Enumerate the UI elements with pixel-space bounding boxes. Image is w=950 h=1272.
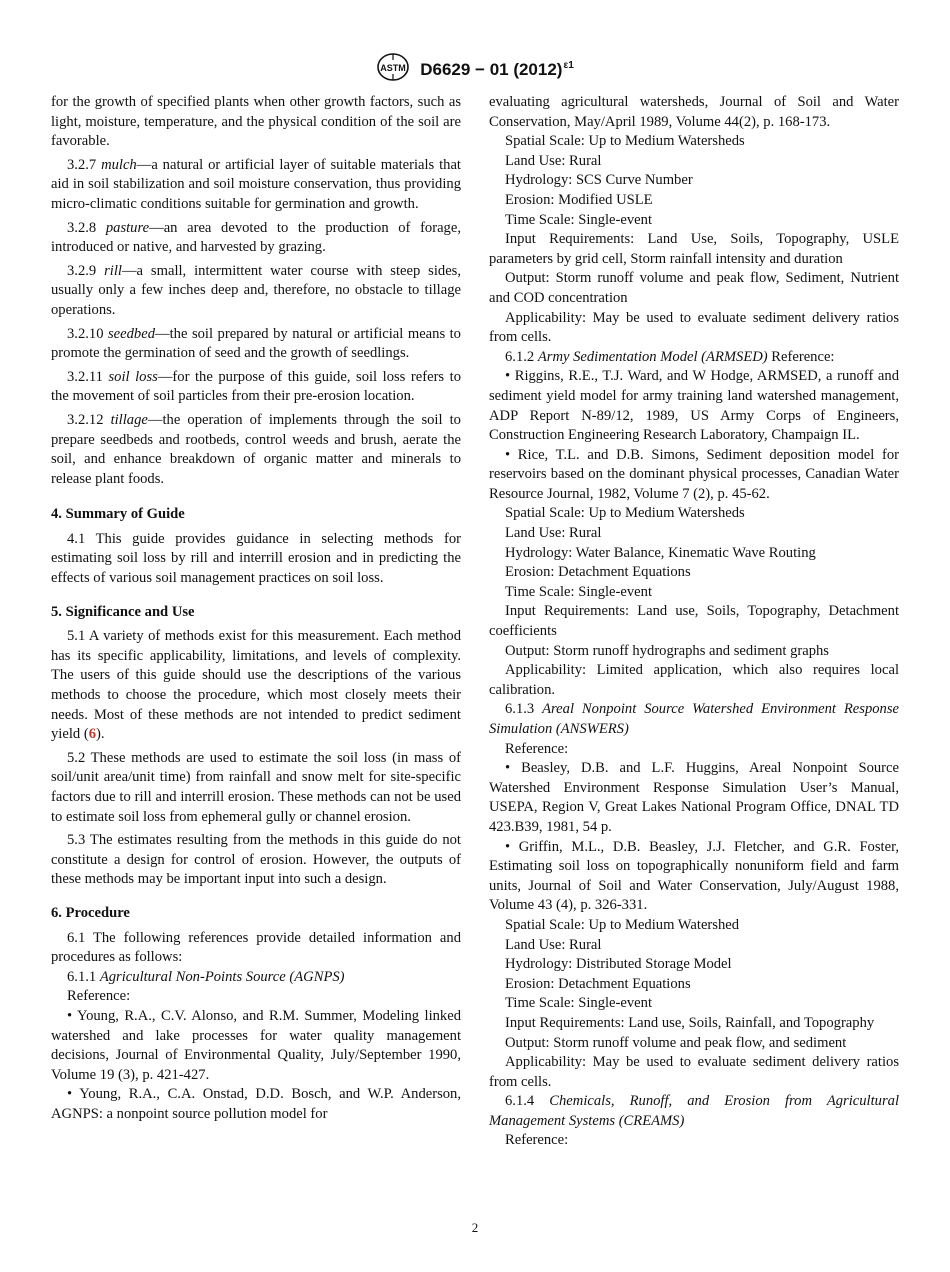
attribute-line: Spatial Scale: Up to Medium Watersheds <box>505 133 745 150</box>
attribute-line: Input Requirements: Land Use, Soils, Topography, USLE parameters by grid cell, Storm rainfall intensity and duration <box>489 231 899 267</box>
definition-3-2-7: 3.2.7 mulch—a natural or artificial layer of suitable materials that aid in soil stabilization and soil moisture conservation, thus providing micro-climatic conditions suitable for germination and growth. <box>51 156 461 212</box>
attribute-line: Land Use: Rural <box>505 936 602 953</box>
right-column <box>489 93 899 1151</box>
attribute-line: Land Use: Rural <box>505 152 602 169</box>
paragraph-5-3: 5.3 The estimates resulting from the methods in this guide do not constitute a design for control of erosion. However, the outputs of these methods may be important input into such a design. <box>51 832 461 888</box>
reference-label: Reference: <box>505 1132 569 1149</box>
subsection-6-1-1: 6.1.1 Agricultural Non-Points Source (AGNPS) <box>67 968 345 985</box>
attribute-line: Input Requirements: Land use, Soils, Topography, Detachment coefficients <box>489 603 899 640</box>
paragraph-4-1: 4.1 This guide provides guidance in selecting methods for estimating soil loss by rill and interrill erosion and in predicting the effects of various soil management practices on soil loss. <box>51 530 461 587</box>
attribute-line: Time Scale: Single-event <box>505 583 652 600</box>
attribute-line: Hydrology: SCS Curve Number <box>505 172 693 189</box>
section-heading-4: 4. Summary of Guide <box>51 506 185 523</box>
definition-3-2-8: 3.2.8 pasture—an area devoted to the production of forage, introduced or native, and harvested by grazing. <box>51 219 461 256</box>
subsection-6-1-2: 6.1.2 Army Sedimentation Model (ARMSED) Reference: <box>505 348 835 365</box>
subsection-6-1-3: 6.1.3 Areal Nonpoint Source Watershed Environment Response Simulation (ANSWERS) <box>489 701 899 737</box>
section-heading-6: 6. Procedure <box>51 904 130 921</box>
definition-3-2-11: 3.2.11 soil loss—for the purpose of this guide, soil loss refers to the movement of soil particles from their pre-erosion location. <box>51 368 461 405</box>
attribute-line: Output: Storm runoff volume and peak flow, and sediment <box>505 1034 847 1051</box>
reference-link[interactable]: 6 <box>88 726 96 743</box>
attribute-line: Applicability: Limited application, which also requires local calibration. <box>489 662 899 698</box>
attribute-line: Hydrology: Water Balance, Kinematic Wave Routing <box>505 544 816 561</box>
reference-item: • Young, R.A., C.V. Alonso, and R.M. Summer, Modeling linked watershed and lake processes for water quality management decisions, Journal of Environmental Quality, July/September 1990, Volume 19 (3), p. 421-427. <box>51 1007 461 1083</box>
paragraph: for the growth of specified plants when other growth factors, such as light, moisture, temperature, and the physical condition of the soil are favorable. <box>51 94 461 150</box>
attribute-line: Erosion: Detachment Equations <box>505 975 691 992</box>
attribute-line: Hydrology: Distributed Storage Model <box>505 956 732 973</box>
paragraph-5-1: 5.1 A variety of methods exist for this measurement. Each method has its specific applicability, limitations, and levels of complexity. The users of this guide should use the descriptions of the various methods to choose the procedure, which most closely meets their needs. Most of these methods are not intended to predict sediment yield (6). <box>51 628 461 743</box>
definition-3-2-10: 3.2.10 seedbed—the soil prepared by natural or artificial means to promote the germination of seed and the growth of seedlings. <box>51 325 461 362</box>
subsection-6-1-4: 6.1.4 Chemicals, Runoff, and Erosion from Agricultural Management Systems (CREAMS) <box>489 1093 899 1129</box>
svg-text:ASTM: ASTM <box>380 63 406 73</box>
paragraph: evaluating agricultural watersheds, Journal of Soil and Water Conservation, May/April 1989, Volume 44(2), p. 168-173. <box>489 94 899 130</box>
attribute-line: Spatial Scale: Up to Medium Watersheds <box>505 505 745 522</box>
section-heading-5: 5. Significance and Use <box>51 603 195 620</box>
page-number: 2 <box>471 1220 479 1235</box>
reference-label: Reference: <box>67 988 131 1005</box>
standard-designation: D6629 − 01 $(2012)^{\varepsilon 1}$ <box>420 59 574 79</box>
attribute-line: Erosion: Detachment Equations <box>505 564 691 581</box>
definition-3-2-12: 3.2.12 tillage—the operation of implements through the soil to prepare seedbeds and rootbeds, control weeds and brush, aerate the soil, and enhance breakdown of organic matter and minerals to release plant foods. <box>51 411 461 487</box>
attribute-line: Output: Storm runoff volume and peak flow, Sediment, Nutrient and COD concentration <box>489 270 899 306</box>
edition-superscript: ε1 <box>563 59 574 71</box>
attribute-line: Input Requirements: Land use, Soils, Rainfall, and Topography <box>505 1014 875 1031</box>
reference-item: • Beasley, D.B. and L.F. Huggins, Areal Nonpoint Source Watershed Environment Response Simulation User’s Manual, USEPA, Region V, Great Lakes National Program Office, DNAL TD 423.B39, 1981, 54 p. <box>489 760 899 835</box>
attribute-line: Time Scale: Single-event <box>505 995 652 1012</box>
attribute-line: Land Use: Rural <box>505 525 602 542</box>
reference-item: • Riggins, R.E., T.J. Ward, and W Hodge, ARMSED, a runoff and sediment yield model for army training land watershed management, ADP Report N-89/12, 1989, US Army Corps of Engineers, Construction Engineering Research Laboratory, Champaign IL. <box>489 368 899 444</box>
attribute-line: Erosion: Modified USLE <box>505 191 653 208</box>
page-header <box>0 52 950 86</box>
astm-logo-icon <box>376 52 410 87</box>
paragraph-6-1: 6.1 The following references provide detailed information and procedures as follows: <box>51 929 461 966</box>
attribute-line: Output: Storm runoff hydrographs and sediment graphs <box>505 642 829 659</box>
attribute-line: Applicability: May be used to evaluate sediment delivery ratios from cells. <box>489 309 899 346</box>
reference-item: • Griffin, M.L., D.B. Beasley, J.J. Fletcher, and G.R. Foster, Estimating soil loss on topographically nonuniform field and farm units, Journal of Soil and Water Conservation, July/August 1988, Volume 43 (4), p. 326-331. <box>489 838 899 914</box>
definition-3-2-9: 3.2.9 rill—a small, intermittent water course with steep sides, usually only a few inches deep and, therefore, no obstacle to tillage operations. <box>51 262 461 318</box>
reference-label: Reference: <box>505 740 569 757</box>
paragraph-5-2: 5.2 These methods are used to estimate the soil loss (in mass of soil/unit area/unit time) from rainfall and snow melt for site-specific factors due to rill and interrill erosion. These methods can not be used to estimate soil loss from ephemeral gully or channel erosion. <box>51 749 461 825</box>
attribute-line: Time Scale: Single-event <box>505 211 652 228</box>
left-column <box>51 93 461 1125</box>
attribute-line: Applicability: May be used to evaluate sediment delivery ratios from cells. <box>489 1054 899 1090</box>
reference-item: • Rice, T.L. and D.B. Simons, Sediment deposition model for reservoirs based on the dominant physical processes, Canadian Water Resource Journal, 1982, Volume 7 (2), p. 45-62. <box>489 446 899 502</box>
reference-item: • Young, R.A., C.A. Onstad, D.D. Bosch, and W.P. Anderson, AGNPS: a nonpoint source pollution model for <box>51 1086 461 1122</box>
attribute-line: Spatial Scale: Up to Medium Watershed <box>505 916 740 933</box>
